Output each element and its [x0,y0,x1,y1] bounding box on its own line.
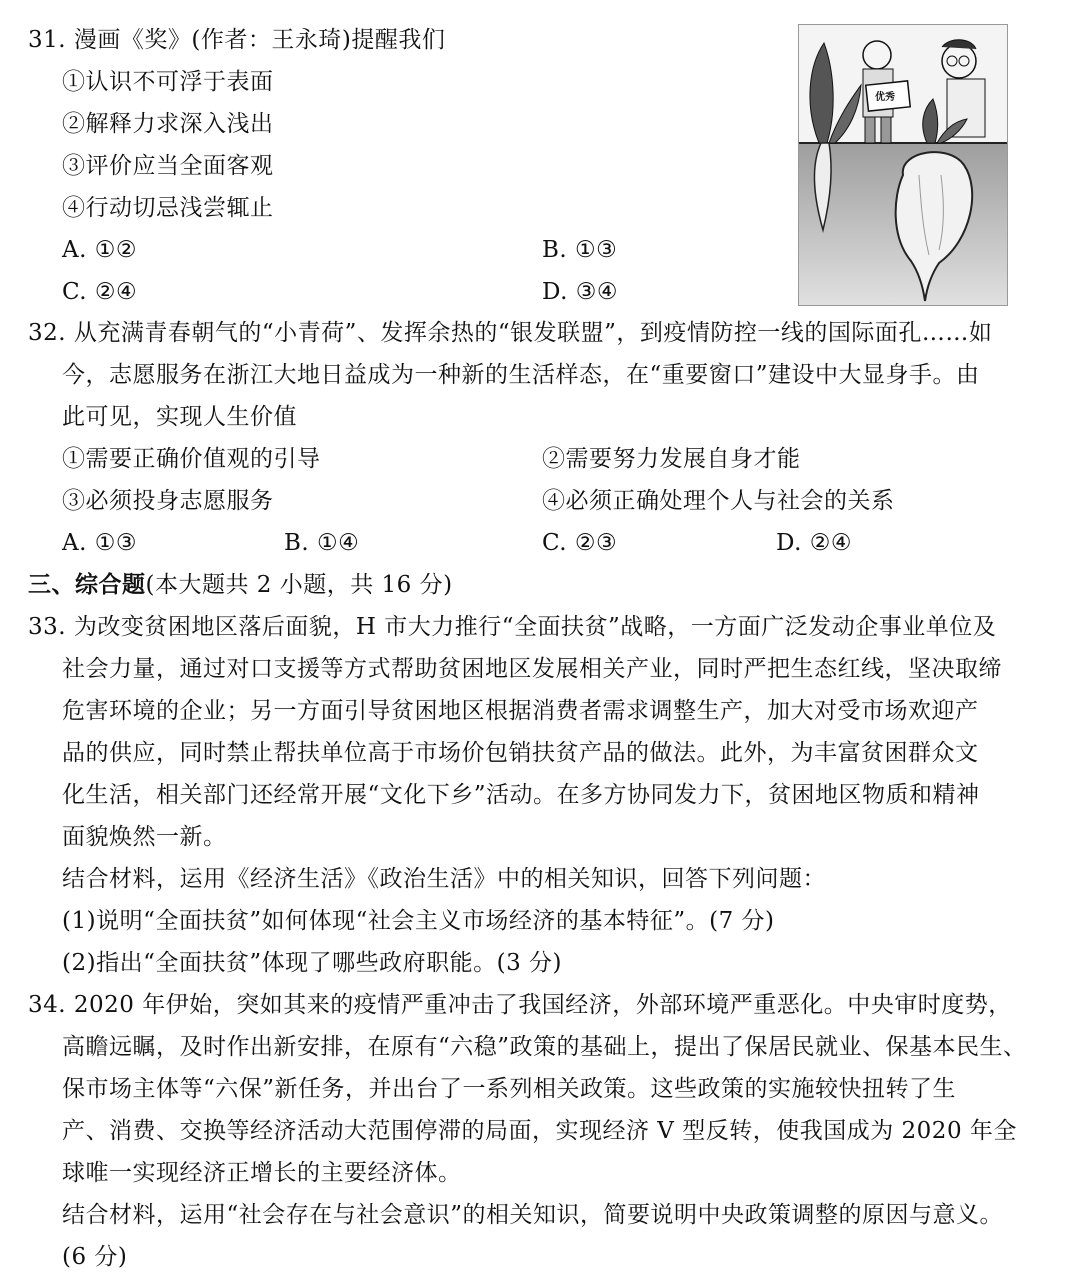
q34-line-4: 产、消费、交换等经济活动大范围停滞的局面，实现经济 V 型反转，使我国成为 2020 年全 [62,1118,1017,1144]
q31-option-3: ③评价应当全面客观 [62,153,274,179]
q33-instruction: 结合材料，运用《经济生活》《政治生活》中的相关知识，回答下列问题： [62,866,826,892]
q31-option-4: ④行动切忌浅尝辄止 [62,195,274,221]
q34-line-5: 球唯一实现经济正增长的主要经济体。 [62,1160,462,1186]
q32-option-3: ③必须投身志愿服务 [62,488,274,514]
q31-choice-c: C. ②④ [62,279,138,305]
section-3-note: (本大题共 2 小题，共 16 分) [145,572,453,598]
q33-line-4: 品的供应，同时禁止帮扶单位高于市场价包销扶贫产品的做法。此外，为丰富贫困群众文 [62,740,979,766]
q34-instruction: 结合材料，运用“社会存在与社会意识”的相关知识，简要说明中央政策调整的原因与意义。 [62,1202,1004,1228]
q31-option-1: ①认识不可浮于表面 [62,69,274,95]
q34-line-1: 34. 2020 年伊始，突如其来的疫情严重冲击了我国经济，外部环境严重恶化。中央审时度势， [28,992,1012,1018]
q31-choice-a: A. ①② [62,237,137,263]
q32-choice-c: C. ②③ [542,530,618,556]
cartoon-image [798,24,1008,306]
q32-option-4: ④必须正确处理个人与社会的关系 [542,488,895,514]
q33-line-5: 化生活，相关部门还经常开展“文化下乡”活动。在多方协同发力下，贫困地区物质和精神 [62,782,980,808]
q34-line-3: 保市场主体等“六保”新任务，并出台了一系列相关政策。这些政策的实施较快扭转了生 [62,1076,957,1102]
q33-line-3: 危害环境的企业；另一方面引导贫困地区根据消费者需求调整生产，加大对受市场欢迎产 [62,698,979,724]
q34-line-2: 高瞻远瞩，及时作出新安排，在原有“六稳”政策的基础上，提出了保居民就业、保基本民生、 [62,1034,1027,1060]
q32-line-1: 32. 从充满青春朝气的“小青荷”、发挥余热的“银发联盟”，到疫情防控一线的国际面孔……如 [28,320,993,346]
q32-line-2: 今，志愿服务在浙江大地日益成为一种新的生活样态，在“重要窗口”建设中大显身手。由 [62,362,980,388]
q33-subquestion-1: (1)说明“全面扶贫”如何体现“社会主义市场经济的基本特征”。(7 分) [62,908,775,934]
section-3-header [28,570,453,600]
q31-choice-b: B. ①③ [542,237,618,263]
q33-subquestion-2: (2)指出“全面扶贫”体现了哪些政府职能。(3 分) [62,950,562,976]
q32-option-2: ②需要努力发展自身才能 [542,446,801,472]
q31-choice-d: D. ③④ [542,279,618,305]
q33-line-1: 33. 为改变贫困地区落后面貌，H 市大力推行“全面扶贫”战略，一方面广泛发动企事业单位及 [28,614,997,640]
q33-line-6: 面貌焕然一新。 [62,824,227,850]
q32-choice-d: D. ②④ [776,530,852,556]
q32-line-3: 此可见，实现人生价值 [62,404,297,430]
q31-option-2: ②解释力求深入浅出 [62,111,274,137]
q34-score: (6 分) [62,1244,128,1270]
q32-option-1: ①需要正确价值观的引导 [62,446,321,472]
q32-choice-b: B. ①④ [284,530,360,556]
q31-stem: 31. 漫画《奖》(作者：王永琦)提醒我们 [28,27,446,53]
section-3-title: 三、综合题 [28,571,146,598]
q33-line-2: 社会力量，通过对口支援等方式帮助贫困地区发展相关产业，同时严把生态红线，坚决取缔 [62,656,1002,682]
cartoon-badge-text: 优秀 [875,92,895,103]
q32-choice-a: A. ①③ [62,530,137,556]
